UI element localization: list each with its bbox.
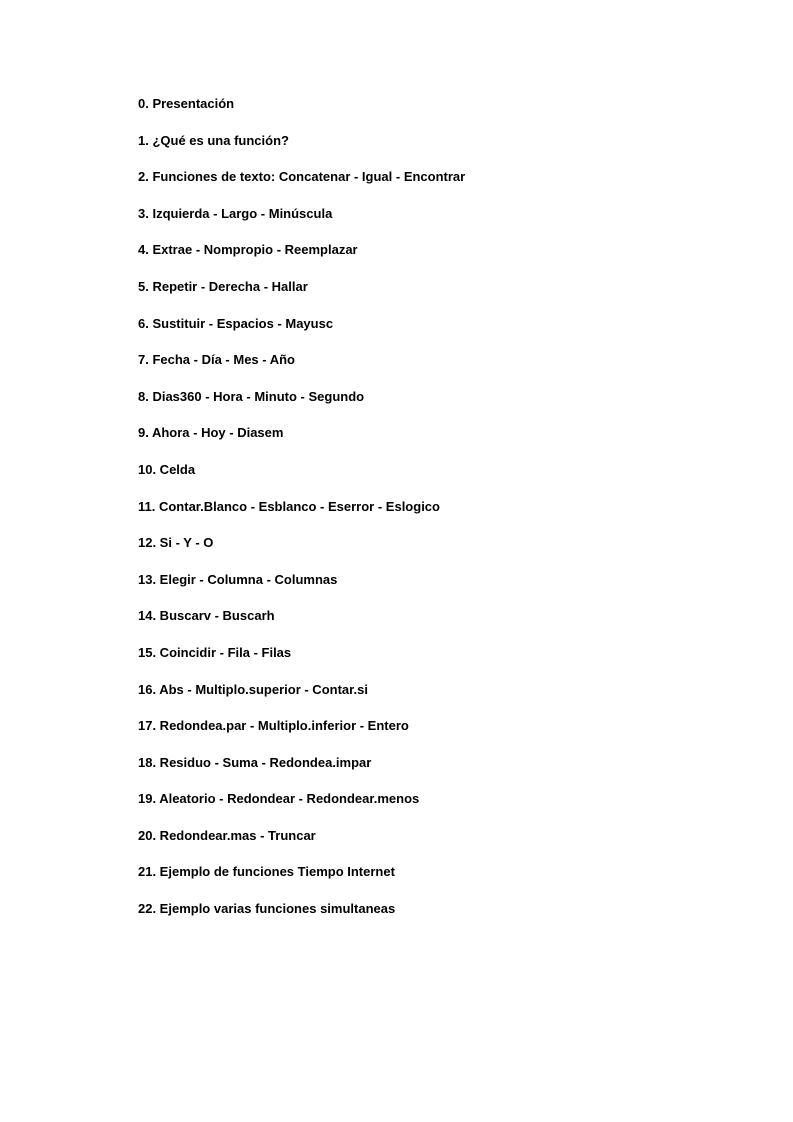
- toc-item: 14. Buscarv - Buscarh: [138, 608, 275, 624]
- toc-item: 16. Abs - Multiplo.superior - Contar.si: [138, 681, 368, 697]
- toc-item: 0. Presentación: [138, 96, 235, 111]
- toc-item: 2. Funciones de texto: Concatenar - Igual - Encontrar: [138, 169, 466, 185]
- toc-item: 10. Celda: [138, 461, 196, 477]
- toc-item: 19. Aleatorio - Redondear - Redondear.menos: [138, 791, 420, 807]
- toc-item: 13. Elegir - Columna - Columnas: [138, 571, 338, 587]
- toc-item: 6. Sustituir - Espacios - Mayusc: [138, 315, 334, 331]
- toc-item: 8. Dias360 - Hora - Minuto - Segundo: [138, 388, 365, 404]
- toc-item: 22. Ejemplo varias funciones simultaneas: [138, 901, 396, 917]
- toc-item: 4. Extrae - Nompropio - Reemplazar: [138, 242, 358, 258]
- toc-item: 18. Residuo - Suma - Redondea.impar: [138, 754, 372, 770]
- toc-item: 9. Ahora - Hoy - Diasem: [138, 425, 284, 441]
- toc-item: 20. Redondear.mas - Truncar: [138, 827, 316, 843]
- toc-item: 1. ¿Qué es una función?: [138, 132, 289, 148]
- toc-item: 3. Izquierda - Largo - Minúscula: [138, 205, 333, 221]
- table-of-contents: [138, 94, 465, 936]
- toc-item: 17. Redondea.par - Multiplo.inferior - Entero: [138, 718, 409, 734]
- toc-item: 5. Repetir - Derecha - Hallar: [138, 278, 308, 294]
- toc-item: 12. Si - Y - O: [138, 535, 214, 551]
- toc-item: 7. Fecha - Día - Mes - Año: [138, 352, 295, 368]
- toc-item: 11. Contar.Blanco - Esblanco - Eserror - Eslogico: [138, 498, 440, 514]
- toc-item: 15. Coincidir - Fila - Filas: [138, 644, 292, 660]
- toc-item: 21. Ejemplo de funciones Tiempo Internet: [138, 864, 395, 880]
